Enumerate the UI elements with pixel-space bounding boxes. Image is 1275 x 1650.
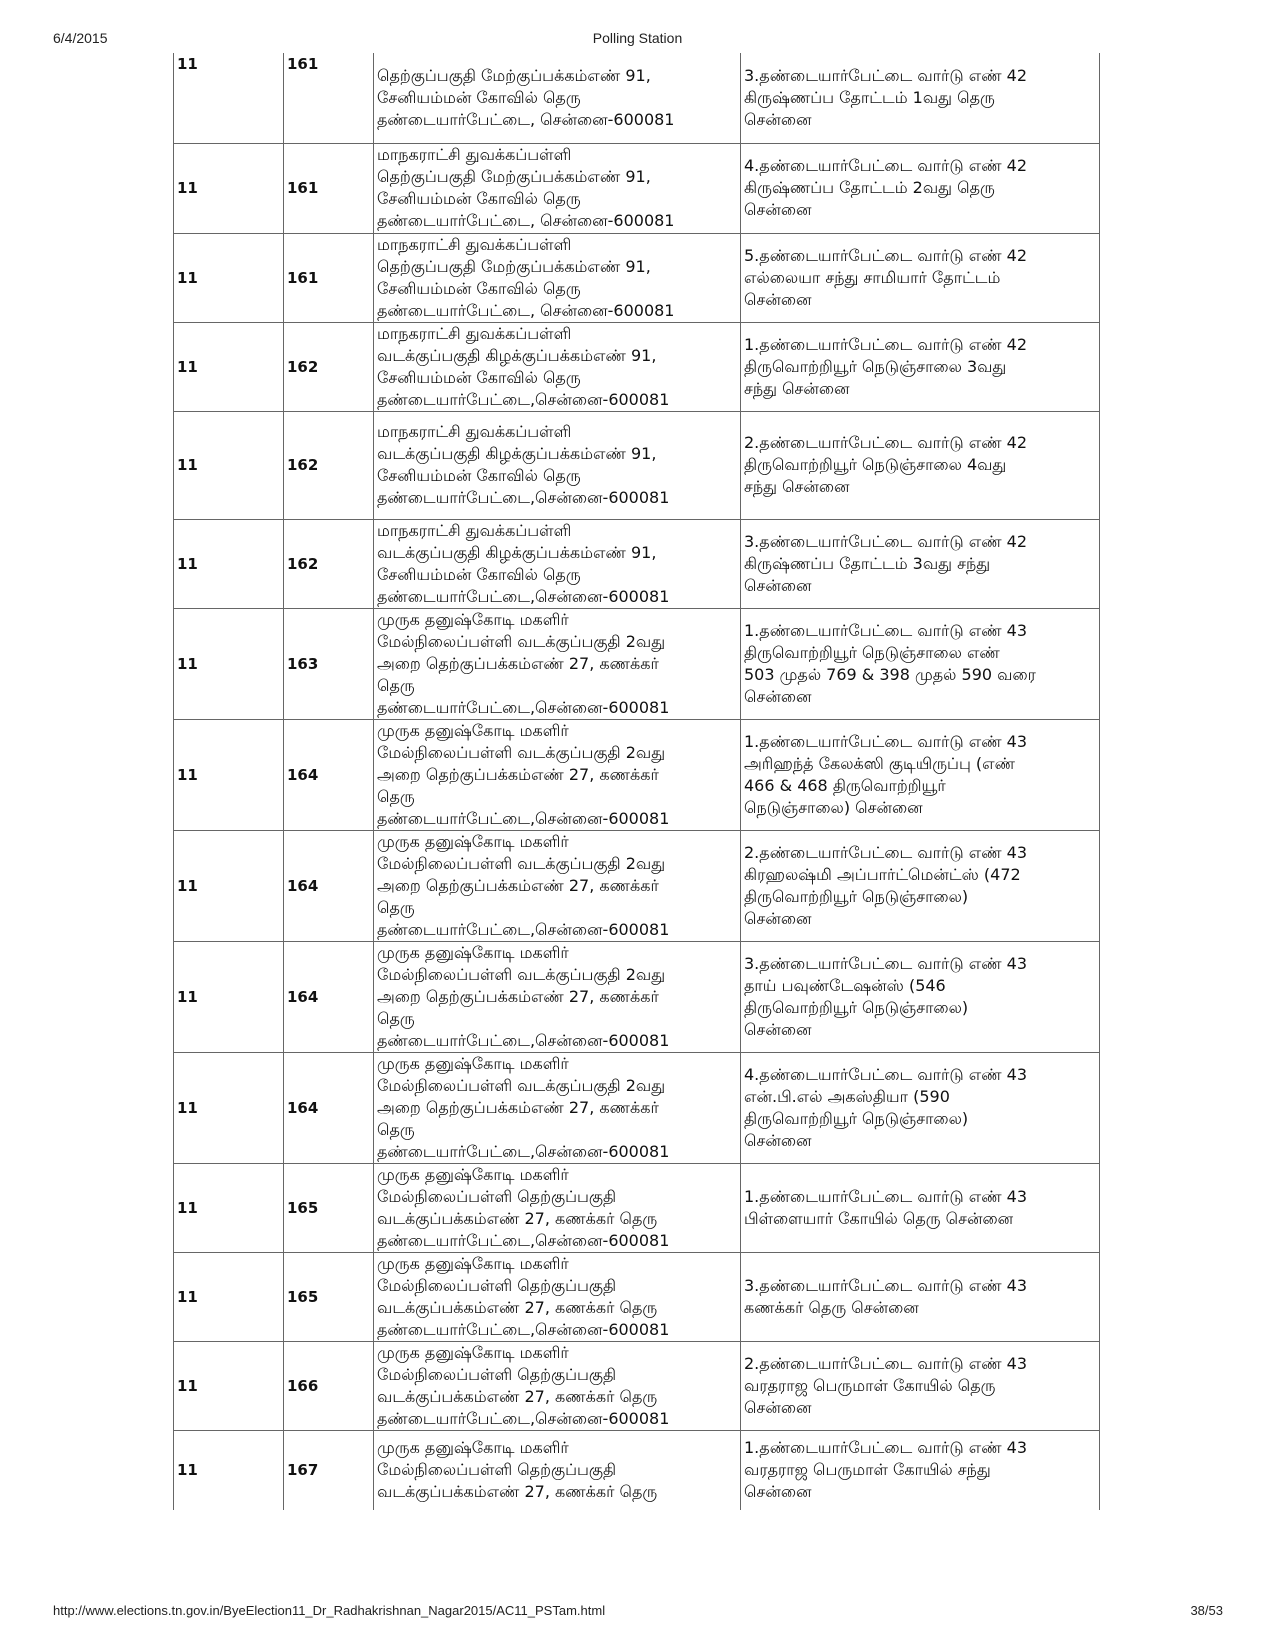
polling-area-line: எல்லையா சந்து சாமியார் தோட்டம் bbox=[744, 267, 1001, 287]
polling-area-line: 4.தண்டையார்பேட்டை வார்டு எண் 43 bbox=[744, 1064, 1028, 1084]
polling-station-number: 164 bbox=[284, 1052, 374, 1163]
polling-area-line: திருவொற்றியூர் நெடுஞ்சாலை 3வது bbox=[744, 356, 1007, 376]
station-address-line: தெரு bbox=[377, 1119, 415, 1139]
polling-area-line: கிருஷ்ணப்ப தோட்டம் 1வது தெரு bbox=[744, 87, 995, 107]
table-row bbox=[174, 1163, 1100, 1252]
polling-area-line: 2.தண்டையார்பேட்டை வார்டு எண் 43 bbox=[744, 1353, 1028, 1373]
assembly-constituency-number: 11 bbox=[174, 1430, 284, 1510]
polling-area-line: 3.தண்டையார்பேட்டை வார்டு எண் 43 bbox=[744, 953, 1028, 973]
station-address-line: மாநகராட்சி துவக்கப்பள்ளி bbox=[377, 323, 572, 343]
station-address-line: தெற்குப்பகுதி மேற்குப்பக்கம்எண் 91, bbox=[377, 65, 651, 85]
polling-station-address bbox=[374, 411, 741, 519]
station-address-line: சேனியம்மன் கோவில் தெரு bbox=[377, 564, 581, 584]
polling-area bbox=[741, 941, 1100, 1052]
polling-area bbox=[741, 719, 1100, 830]
station-address-line: தெரு bbox=[377, 675, 415, 695]
polling-station-number: 162 bbox=[284, 519, 374, 608]
polling-area-line: 3.தண்டையார்பேட்டை வார்டு எண் 42 bbox=[744, 65, 1028, 85]
station-address-line: முருக தனுஷ்கோடி மகளிர் bbox=[377, 609, 569, 629]
source-url: http://www.elections.tn.gov.in/ByeElection11_Dr_Radhakrishnan_Nagar2015/AC11_PSTam.html bbox=[53, 1603, 606, 1618]
polling-area-line: 503 முதல் 769 & 398 முதல் 590 வரை bbox=[744, 664, 1036, 684]
station-address-line: மாநகராட்சி துவக்கப்பள்ளி bbox=[377, 234, 572, 254]
table-row bbox=[174, 1252, 1100, 1341]
station-address-line: தெரு bbox=[377, 897, 415, 917]
polling-area bbox=[741, 143, 1100, 233]
station-address-line: மாநகராட்சி துவக்கப்பள்ளி bbox=[377, 520, 572, 540]
polling-station-number: 161 bbox=[284, 53, 374, 143]
station-address-line: சேனியம்மன் கோவில் தெரு bbox=[377, 278, 581, 298]
assembly-constituency-number: 11 bbox=[174, 1052, 284, 1163]
station-address-line: முருக தனுஷ்கோடி மகளிர் bbox=[377, 942, 569, 962]
station-address-line: முருக தனுஷ்கோடி மகளிர் bbox=[377, 831, 569, 851]
station-address-line: தண்டையார்பேட்டை,சென்னை-600081 bbox=[377, 808, 670, 828]
station-address-line: தண்டையார்பேட்டை,சென்னை-600081 bbox=[377, 697, 670, 717]
polling-station-address bbox=[374, 1163, 741, 1252]
polling-area bbox=[741, 233, 1100, 322]
polling-station-number: 161 bbox=[284, 143, 374, 233]
station-address-line: வடக்குப்பக்கம்எண் 27, கணக்கர் தெரு bbox=[377, 1482, 658, 1502]
polling-area bbox=[741, 519, 1100, 608]
station-address-line: வடக்குப்பக்கம்எண் 27, கணக்கர் தெரு bbox=[377, 1208, 658, 1228]
polling-station-address bbox=[374, 143, 741, 233]
polling-station-address bbox=[374, 608, 741, 719]
polling-station-number: 162 bbox=[284, 322, 374, 411]
station-address-line: தெரு bbox=[377, 1008, 415, 1028]
station-address-line: மேல்நிலைப்பள்ளி வடக்குப்பகுதி 2வது bbox=[377, 742, 666, 762]
table-row bbox=[174, 719, 1100, 830]
polling-area bbox=[741, 1430, 1100, 1510]
assembly-constituency-number: 11 bbox=[174, 53, 284, 143]
station-address-line: மாநகராட்சி துவக்கப்பள்ளி bbox=[377, 145, 572, 164]
polling-station-number: 165 bbox=[284, 1163, 374, 1252]
polling-station-address bbox=[374, 830, 741, 941]
assembly-constituency-number: 11 bbox=[174, 608, 284, 719]
polling-area-line: சென்னை bbox=[744, 109, 812, 129]
polling-area bbox=[741, 1052, 1100, 1163]
station-address-line: தண்டையார்பேட்டை,சென்னை-600081 bbox=[377, 1230, 670, 1250]
polling-area-line: அரிஹந்த் கேலக்ஸி குடியிருப்பு (எண் bbox=[744, 753, 1016, 773]
station-address-line: மேல்நிலைப்பள்ளி வடக்குப்பகுதி 2வது bbox=[377, 1075, 666, 1095]
polling-station-number: 166 bbox=[284, 1341, 374, 1430]
station-address-line: தண்டையார்பேட்டை,சென்னை-600081 bbox=[377, 488, 670, 507]
polling-station-address bbox=[374, 1430, 741, 1510]
station-address-line: தண்டையார்பேட்டை, சென்னை-600081 bbox=[377, 300, 675, 320]
station-address-line: மேல்நிலைப்பள்ளி தெற்குப்பகுதி bbox=[377, 1186, 617, 1206]
assembly-constituency-number: 11 bbox=[174, 941, 284, 1052]
station-address-line: தண்டையார்பேட்டை,சென்னை-600081 bbox=[377, 1141, 670, 1161]
table-row bbox=[174, 608, 1100, 719]
polling-area-line: திருவொற்றியூர் நெடுஞ்சாலை) bbox=[744, 886, 969, 906]
station-address-line: மேல்நிலைப்பள்ளி வடக்குப்பகுதி 2வது bbox=[377, 631, 666, 651]
polling-area-line: 1.தண்டையார்பேட்டை வார்டு எண் 42 bbox=[744, 334, 1028, 354]
station-address-line: சேனியம்மன் கோவில் தெரு bbox=[377, 189, 581, 208]
polling-area bbox=[741, 1163, 1100, 1252]
polling-station-address bbox=[374, 1252, 741, 1341]
assembly-constituency-number: 11 bbox=[174, 1163, 284, 1252]
polling-area-line: 5.தண்டையார்பேட்டை வார்டு எண் 42 bbox=[744, 245, 1028, 265]
station-address-line: தெரு bbox=[377, 786, 415, 806]
station-address-line: சேனியம்மன் கோவில் தெரு bbox=[377, 367, 581, 387]
assembly-constituency-number: 11 bbox=[174, 519, 284, 608]
polling-station-number: 164 bbox=[284, 830, 374, 941]
polling-area-line: 1.தண்டையார்பேட்டை வார்டு எண் 43 bbox=[744, 620, 1028, 640]
polling-area-line: திருவொற்றியூர் நெடுஞ்சாலை) bbox=[744, 1108, 969, 1128]
station-address-line: முருக தனுஷ்கோடி மகளிர் bbox=[377, 1342, 569, 1362]
station-address-line: அறை தெற்குப்பக்கம்எண் 27, கணக்கர் bbox=[377, 653, 659, 673]
table-row bbox=[174, 233, 1100, 322]
polling-area bbox=[741, 411, 1100, 519]
polling-station-number: 164 bbox=[284, 941, 374, 1052]
polling-station-number: 163 bbox=[284, 608, 374, 719]
polling-station-number: 161 bbox=[284, 233, 374, 322]
station-address-line: முருக தனுஷ்கோடி மகளிர் bbox=[377, 1253, 569, 1273]
polling-station-number: 167 bbox=[284, 1430, 374, 1510]
station-address-line: மேல்நிலைப்பள்ளி வடக்குப்பகுதி 2வது bbox=[377, 853, 666, 873]
station-address-line: தண்டையார்பேட்டை,சென்னை-600081 bbox=[377, 1030, 670, 1050]
station-address-line: வடக்குப்பகுதி கிழக்குப்பக்கம்எண் 91, bbox=[377, 345, 657, 365]
station-address-line: மேல்நிலைப்பள்ளி தெற்குப்பகுதி bbox=[377, 1364, 617, 1384]
polling-station-number: 164 bbox=[284, 719, 374, 830]
station-address-line: தண்டையார்பேட்டை,சென்னை-600081 bbox=[377, 389, 670, 409]
station-address-line: அறை தெற்குப்பக்கம்எண் 27, கணக்கர் bbox=[377, 764, 659, 784]
polling-area-line: சென்னை bbox=[744, 1482, 812, 1502]
polling-area-line: சென்னை bbox=[744, 1130, 812, 1150]
station-address-line: மாநகராட்சி துவக்கப்பள்ளி bbox=[377, 422, 572, 441]
station-address-line: தண்டையார்பேட்டை, சென்னை-600081 bbox=[377, 211, 675, 230]
print-date: 6/4/2015 bbox=[53, 30, 108, 46]
table-row bbox=[174, 322, 1100, 411]
station-address-line: வடக்குப்பக்கம்எண் 27, கணக்கர் தெரு bbox=[377, 1297, 658, 1317]
polling-area bbox=[741, 1252, 1100, 1341]
station-address-line: தண்டையார்பேட்டை,சென்னை-600081 bbox=[377, 919, 670, 939]
polling-area bbox=[741, 53, 1100, 143]
table-row bbox=[174, 1052, 1100, 1163]
polling-area-line: சென்னை bbox=[744, 1397, 812, 1417]
polling-area bbox=[741, 1341, 1100, 1430]
polling-area-line: பிள்ளையார் கோயில் தெரு சென்னை bbox=[744, 1208, 1014, 1228]
station-address-line: அறை தெற்குப்பக்கம்எண் 27, கணக்கர் bbox=[377, 1097, 659, 1117]
polling-area-line: சென்னை bbox=[744, 686, 812, 706]
polling-area-line: சென்னை bbox=[744, 575, 812, 595]
polling-station-address bbox=[374, 1341, 741, 1430]
assembly-constituency-number: 11 bbox=[174, 322, 284, 411]
polling-station-address bbox=[374, 322, 741, 411]
polling-station-address bbox=[374, 233, 741, 322]
polling-area-line: 3.தண்டையார்பேட்டை வார்டு எண் 43 bbox=[744, 1275, 1028, 1295]
station-address-line: தண்டையார்பேட்டை, சென்னை-600081 bbox=[377, 109, 675, 129]
station-address-line: முருக தனுஷ்கோடி மகளிர் bbox=[377, 720, 569, 740]
polling-station-number: 162 bbox=[284, 411, 374, 519]
assembly-constituency-number: 11 bbox=[174, 143, 284, 233]
polling-area-line: 2.தண்டையார்பேட்டை வார்டு எண் 43 bbox=[744, 842, 1028, 862]
station-address-line: சேனியம்மன் கோவில் தெரு bbox=[377, 466, 581, 485]
table-row bbox=[174, 53, 1100, 143]
station-address-line: மேல்நிலைப்பள்ளி வடக்குப்பகுதி 2வது bbox=[377, 964, 666, 984]
polling-area-line: நெடுஞ்சாலை) சென்னை bbox=[744, 797, 923, 817]
station-address-line: முருக தனுஷ்கோடி மகளிர் bbox=[377, 1053, 569, 1073]
polling-station-number: 165 bbox=[284, 1252, 374, 1341]
table-row bbox=[174, 1430, 1100, 1510]
polling-area bbox=[741, 322, 1100, 411]
polling-area-line: 2.தண்டையார்பேட்டை வார்டு எண் 42 bbox=[744, 433, 1028, 452]
polling-area-line: கிருஷ்ணப்ப தோட்டம் 2வது தெரு bbox=[744, 178, 995, 197]
polling-area-line: 4.தண்டையார்பேட்டை வார்டு எண் 42 bbox=[744, 156, 1028, 175]
polling-area-line: 3.தண்டையார்பேட்டை வார்டு எண் 42 bbox=[744, 531, 1028, 551]
polling-area bbox=[741, 830, 1100, 941]
polling-station-table bbox=[173, 53, 1100, 1510]
station-address-line: அறை தெற்குப்பக்கம்எண் 27, கணக்கர் bbox=[377, 986, 659, 1006]
polling-station-address bbox=[374, 941, 741, 1052]
assembly-constituency-number: 11 bbox=[174, 830, 284, 941]
polling-area-line: சென்னை bbox=[744, 908, 812, 928]
polling-area-line: 1.தண்டையார்பேட்டை வார்டு எண் 43 bbox=[744, 1186, 1028, 1206]
station-address-line: தெற்குப்பகுதி மேற்குப்பக்கம்எண் 91, bbox=[377, 167, 651, 186]
table-row bbox=[174, 941, 1100, 1052]
polling-station-address bbox=[374, 53, 741, 143]
table-row bbox=[174, 411, 1100, 519]
station-address-line: தண்டையார்பேட்டை,சென்னை-600081 bbox=[377, 586, 670, 606]
polling-area bbox=[741, 608, 1100, 719]
station-address-line: தண்டையார்பேட்டை,சென்னை-600081 bbox=[377, 1408, 670, 1428]
polling-station-address bbox=[374, 519, 741, 608]
polling-area-line: வரதராஜ பெருமாள் கோயில் சந்து bbox=[744, 1460, 991, 1480]
assembly-constituency-number: 11 bbox=[174, 719, 284, 830]
table-row bbox=[174, 519, 1100, 608]
station-address-line: மேல்நிலைப்பள்ளி தெற்குப்பகுதி bbox=[377, 1275, 617, 1295]
table-row bbox=[174, 1341, 1100, 1430]
polling-area-line: 1.தண்டையார்பேட்டை வார்டு எண் 43 bbox=[744, 731, 1028, 751]
polling-area-line: கணக்கர் தெரு சென்னை bbox=[744, 1297, 919, 1317]
polling-area-line: திருவொற்றியூர் நெடுஞ்சாலை) bbox=[744, 997, 969, 1017]
station-address-line: முருக தனுஷ்கோடி மகளிர் bbox=[377, 1164, 569, 1184]
polling-area-line: திருவொற்றியூர் நெடுஞ்சாலை எண் bbox=[744, 642, 1000, 662]
table-row bbox=[174, 830, 1100, 941]
polling-area-line: வரதராஜ பெருமாள் கோயில் தெரு bbox=[744, 1375, 996, 1395]
polling-area-line: திருவொற்றியூர் நெடுஞ்சாலை 4வது bbox=[744, 455, 1007, 474]
station-address-line: வடக்குப்பகுதி கிழக்குப்பக்கம்எண் 91, bbox=[377, 542, 657, 562]
polling-area-line: சந்து சென்னை bbox=[744, 477, 850, 496]
polling-area-line: 1.தண்டையார்பேட்டை வார்டு எண் 43 bbox=[744, 1438, 1028, 1458]
assembly-constituency-number: 11 bbox=[174, 1341, 284, 1430]
polling-area-line: சந்து சென்னை bbox=[744, 378, 850, 398]
polling-station-address bbox=[374, 719, 741, 830]
polling-area-line: சென்னை bbox=[744, 200, 812, 219]
station-address-line: தண்டையார்பேட்டை,சென்னை-600081 bbox=[377, 1319, 670, 1339]
station-address-line: வடக்குப்பக்கம்எண் 27, கணக்கர் தெரு bbox=[377, 1386, 658, 1406]
station-address-line: தெற்குப்பகுதி மேற்குப்பக்கம்எண் 91, bbox=[377, 256, 651, 276]
polling-area-line: 466 & 468 திருவொற்றியூர் bbox=[744, 775, 946, 795]
assembly-constituency-number: 11 bbox=[174, 233, 284, 322]
station-address-line: அறை தெற்குப்பக்கம்எண் 27, கணக்கர் bbox=[377, 875, 659, 895]
page-number: 38/53 bbox=[1190, 1603, 1223, 1618]
polling-area-line: தாய் பவுண்டேஷன்ஸ் (546 bbox=[744, 975, 946, 995]
assembly-constituency-number: 11 bbox=[174, 1252, 284, 1341]
polling-area-line: கிருஷ்ணப்ப தோட்டம் 3வது சந்து bbox=[744, 553, 991, 573]
page-title: Polling Station bbox=[592, 30, 683, 46]
polling-area-line: கிரஹலஷ்மி அப்பார்ட்மென்ட்ஸ் (472 bbox=[744, 864, 1021, 884]
station-address-line: சேனியம்மன் கோவில் தெரு bbox=[377, 87, 581, 107]
polling-area-line: சென்னை bbox=[744, 289, 812, 309]
polling-area-line: சென்னை bbox=[744, 1019, 812, 1039]
station-address-line: மேல்நிலைப்பள்ளி தெற்குப்பகுதி bbox=[377, 1460, 617, 1480]
station-address-line: வடக்குப்பகுதி கிழக்குப்பக்கம்எண் 91, bbox=[377, 444, 657, 463]
polling-station-address bbox=[374, 1052, 741, 1163]
assembly-constituency-number: 11 bbox=[174, 411, 284, 519]
station-address-line: முருக தனுஷ்கோடி மகளிர் bbox=[377, 1438, 569, 1458]
table-row bbox=[174, 143, 1100, 233]
polling-area-line: என்.பி.எல் அகஸ்தியா (590 bbox=[744, 1086, 950, 1106]
